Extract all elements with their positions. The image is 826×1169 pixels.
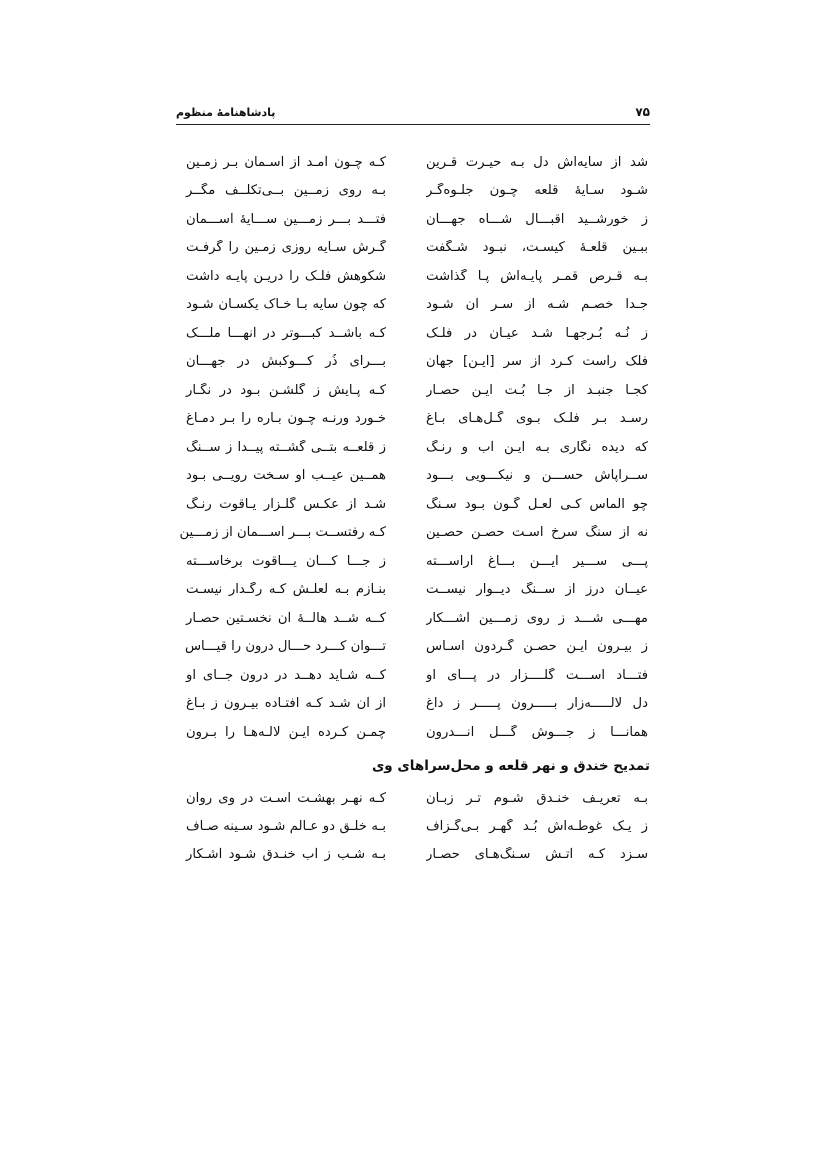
verse-first-hemistich: عیــان درز از ســنگ دیــوار نیســت: [426, 582, 648, 598]
verse-first-hemistich: همانـــا ز جـــوش گـــل انـــدرون: [426, 724, 648, 740]
verse-first-hemistich: فلک راست کـرد از سر [ایـن] جهان: [426, 354, 648, 370]
verse-first-hemistich: رسـد بـر فلـک بـوی گـل‌هـای بـاغ: [426, 411, 648, 427]
verse-row: [176, 690, 650, 719]
verse-first-hemistich: پـــی ســـیر ایـــن بـــاغ آراســـته: [426, 553, 648, 569]
verse-second-hemistich: کـه باشــد کبـــوتر در آنهـــا ملـــک: [186, 325, 386, 341]
verse-first-hemistich: مهـــی شـــد ز روی زمـــین آشـــکار: [426, 610, 648, 626]
verse-row: [176, 433, 650, 462]
verse-row: [176, 348, 650, 377]
verse-row: [176, 291, 650, 320]
verse-row: [176, 633, 650, 662]
verse-first-hemistich: کجـا جنبـد از جـا بُـت ایـن حصـار: [426, 382, 648, 398]
verse-second-hemistich: بـــرای ذُر کـــوکبش در جهـــان: [186, 354, 386, 370]
verse-row: [176, 840, 650, 868]
verse-first-hemistich: بـه قـرص قمـر پایـه‌اش پـا گذاشت: [426, 268, 648, 284]
verse-row: [176, 812, 650, 840]
verse-second-hemistich: شکوهش فلـک را دریـن پایـه داشت: [186, 268, 386, 284]
verse-second-hemistich: که چون سایه بـا خـاک یکسـان شـود: [186, 297, 386, 313]
verse-row: [176, 576, 650, 605]
verse-second-hemistich: چمـن کـرده ایـن لالـه‌هـا را بـرون: [186, 724, 386, 740]
verse-second-hemistich: همــین عیــب او سـخت رویــی بـود: [186, 468, 386, 484]
verse-row: [176, 661, 650, 690]
verse-first-hemistich: بـه تعریـف خنـدق شـوم تـر زبـان: [426, 790, 648, 806]
verse-first-hemistich: ز یـک غوطـه‌اش بُـد گهـر بـی‌گـزاف: [426, 818, 648, 834]
verse-second-hemistich: کـه نهـر بهشـت اسـت در وی روان: [186, 790, 386, 806]
verse-second-hemistich: ز جـــا کـــان یـــاقوت برخاســـته: [186, 553, 386, 569]
verse-second-hemistich: شـد از عکـس گلـزار یـاقوت رنـگ: [186, 496, 386, 512]
verse-first-hemistich: شد از سایه‌اش دل بـه حیـرت قـرین: [426, 154, 648, 170]
verse-first-hemistich: نه از سنگ سرخ اسـت حصـن حصـین: [426, 525, 648, 541]
verse-second-hemistich: بنـازم بـه لعلـش کـه رگـدار نیسـت: [186, 582, 386, 598]
verse-row: [176, 262, 650, 291]
verse-second-hemistich: از آن شـد کـه افتـاده بیـرون ز بـاغ: [186, 696, 386, 712]
verse-first-hemistich: جـدا خصـم شـه از سـر آن شـود: [426, 297, 648, 313]
verse-second-hemistich: خـورد ورنـه چـون بـاره را بـر دمـاغ: [186, 411, 386, 427]
verse-row: [176, 319, 650, 348]
page-number: ۷۵: [635, 105, 650, 119]
verse-first-hemistich: ببـین قلعـهٔ کیسـت، نبـود شـگفت: [426, 240, 648, 256]
verse-second-hemistich: کــه شــد هالــهٔ آن نخسـتین حصـار: [186, 610, 386, 626]
verse-row: [176, 519, 650, 548]
verse-second-hemistich: تـــوان کـــرد حـــال درون را قیـــاس: [184, 639, 386, 655]
verse-row: [176, 177, 650, 206]
verse-first-hemistich: ز خورشــید اقبـــال شـــاه جهـــان: [426, 211, 648, 227]
verse-first-hemistich: سـزد کـه آتـش سـنگ‌هـای حصـار: [426, 846, 648, 862]
verse-row: [176, 148, 650, 177]
verse-row: [176, 547, 650, 576]
verse-row: [176, 376, 650, 405]
verse-first-hemistich: چو الماس کـی لعـل گـون بـود سـنگ: [426, 496, 648, 512]
verse-first-hemistich: فتـــاد اســـت گلــــزار در پـــای او: [426, 667, 648, 683]
verse-first-hemistich: ســراپاش حســـن و نیکـــویی بـــود: [426, 468, 648, 484]
verse-first-hemistich: ز بیـرون ایـن حصـن گـردون اسـاس: [426, 639, 648, 655]
running-title: پادشاهنامهٔ منظوم: [176, 105, 276, 119]
verse-row: [176, 718, 650, 747]
verse-row: [176, 234, 650, 263]
section-heading: تمدیح خندق و نهر قلعه و محل‌سراهای وی: [371, 758, 650, 774]
verse-row: [176, 490, 650, 519]
verse-row: [176, 205, 650, 234]
verse-second-hemistich: ز قلعــه بتــی گشــته پیــدا ز ســنگ: [186, 439, 386, 455]
verse-second-hemistich: کـه رفتســت بـــر آســـمان از زمـــین: [179, 525, 386, 541]
verse-first-hemistich: که دیده نگاری بـه ایـن آب و رنـگ: [426, 439, 648, 455]
verses-part2: [176, 784, 650, 868]
verse-first-hemistich: ز نُـه بُـرجهـا شـد عیـان در فلـک: [426, 325, 648, 341]
verse-row: [176, 604, 650, 633]
verses-part1: [176, 148, 650, 747]
verse-second-hemistich: گـرش سـایه روزی زمـین را گرفـت: [186, 240, 386, 256]
verse-second-hemistich: کـه پـایش ز گلشـن بـود در نگـار: [186, 382, 386, 398]
verse-second-hemistich: فتـــد بـــر زمـــین ســـایهٔ آســـمان: [186, 211, 386, 227]
verse-first-hemistich: شـود سـایهٔ قلعه چـون جلـوه‌گـر: [426, 183, 648, 199]
verse-row: [176, 784, 650, 812]
verse-second-hemistich: کـه چـون آمـد از آسـمان بـر زمـین: [186, 154, 386, 170]
verse-second-hemistich: کــه شـاید دهــد در درون جــای او: [186, 667, 386, 683]
verse-row: [176, 405, 650, 434]
verse-row: [176, 462, 650, 491]
page-header: [176, 100, 650, 125]
verse-second-hemistich: بـه شـب ز آب خنـدق شـود آشـکار: [186, 846, 386, 862]
verse-second-hemistich: بـه روی زمــین بــی‌تکلّــف مگــر: [186, 183, 386, 199]
verse-second-hemistich: بـه خلـق دو عـالم شـود سـینه صـاف: [186, 818, 386, 834]
verse-first-hemistich: دل لالـــــه‌زار بـــــرون پـــــر ز داغ: [426, 696, 648, 712]
